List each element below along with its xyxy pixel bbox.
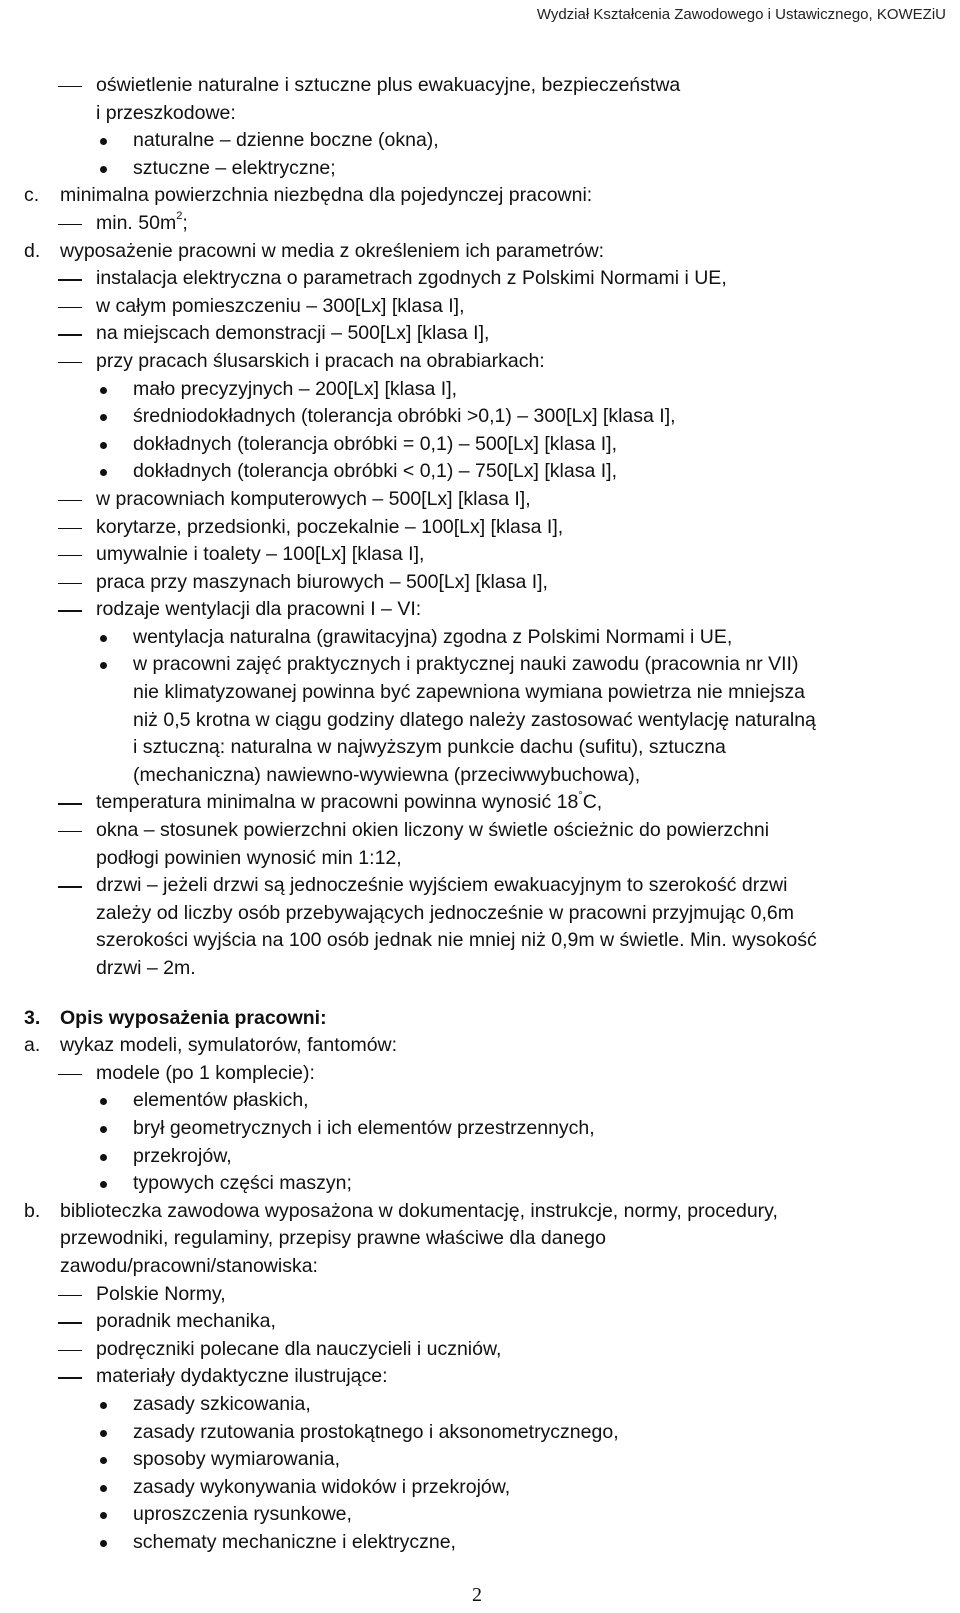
dash-bullet (58, 86, 82, 87)
text-line (0, 155, 960, 183)
dot-bullet (100, 138, 107, 145)
line-text (60, 182, 592, 210)
line-text (133, 155, 336, 183)
line-text-main: zawodu/pracowni/stanowiska: (60, 1254, 318, 1277)
line-text (133, 1419, 619, 1447)
dot-bullet (100, 1430, 107, 1437)
dot-bullet (100, 662, 107, 669)
line-text-main: (mechaniczna) nawiewno-wywiewna (przeciwwybuchowa), (133, 763, 641, 786)
line-text (96, 845, 402, 873)
dash-bullet (58, 831, 82, 832)
line-text-main: dokładnych (tolerancja obróbki = 0,1) – 500[Lx] [klasa I], (133, 432, 617, 455)
line-text (133, 376, 457, 404)
line-text (96, 72, 680, 100)
line-text (96, 1308, 276, 1336)
dash-bullet (58, 334, 82, 335)
line-text (133, 1087, 309, 1115)
text-line (0, 955, 960, 983)
line-text (133, 127, 439, 155)
line-text (96, 486, 531, 514)
dot-bullet (100, 1154, 107, 1161)
dash-bullet (58, 1322, 82, 1323)
line-text-main: mało precyzyjnych – 200[Lx] [klasa I], (133, 377, 458, 400)
line-text (133, 1115, 595, 1143)
line-text (96, 927, 817, 955)
text-line (0, 348, 960, 376)
line-text-main: przy pracach ślusarskich i pracach na obrabiarkach: (96, 349, 545, 372)
page-header: Wydział Kształcenia Zawodowego i Ustawicznego, KOWEZiU (536, 6, 946, 23)
dash-bullet (58, 279, 82, 280)
text-line (0, 1225, 960, 1253)
text-line (0, 431, 960, 459)
dot-bullet (100, 635, 107, 642)
text-line (0, 1446, 960, 1474)
line-text (133, 734, 726, 762)
text-line (0, 1170, 960, 1198)
line-text-main: w całym pomieszczeniu – 300[Lx] [klasa I], (96, 294, 465, 317)
text-line (0, 238, 960, 266)
line-text-main: poradnik mechanika, (96, 1310, 276, 1333)
text-line (0, 817, 960, 845)
line-text-main: drzwi – 2m. (96, 957, 196, 979)
text-line (0, 1198, 960, 1226)
line-text-main: brył geometrycznych i ich elementów przestrzennych, (133, 1116, 595, 1139)
document-body (0, 72, 960, 1556)
line-text-main: średniodokładnych (tolerancja obróbki >0,1) – 300[Lx] [klasa I], (133, 405, 676, 428)
text-line (0, 100, 960, 128)
text-line (0, 127, 960, 155)
line-text (133, 651, 798, 679)
list-marker: d. (24, 239, 41, 262)
line-text-main: szerokości wyjścia na 100 osób jednak nie mniej niż 0,9m w świetle. Min. wysokość (96, 929, 817, 952)
text-line (0, 293, 960, 321)
text-line (0, 1336, 960, 1364)
dot-bullet (100, 414, 107, 421)
line-text (133, 1143, 232, 1171)
line-text-main: drzwi – jeżeli drzwi są jednocześnie wyjściem ewakuacyjnym to szerokość drzwi (96, 874, 788, 897)
dash-bullet (58, 1350, 82, 1351)
text-line (0, 596, 960, 624)
text-line (0, 265, 960, 293)
line-text-main: temperatura minimalna w pracowni powinna wynosić 18 (96, 791, 579, 814)
text-line (0, 1032, 960, 1060)
dot-bullet (100, 387, 107, 394)
line-text-main: i przeszkodowe: (96, 101, 236, 124)
text-line (0, 403, 960, 431)
line-text-main: Polskie Normy, (96, 1282, 226, 1305)
text-line (0, 1143, 960, 1171)
dash-bullet (58, 803, 82, 804)
line-text (133, 1529, 456, 1557)
line-text (96, 817, 769, 845)
list-marker: b. (24, 1199, 41, 1222)
text-line (0, 734, 960, 762)
dash-bullet (58, 1074, 82, 1075)
line-text (60, 238, 604, 266)
dash-bullet (58, 362, 82, 363)
text-line (0, 376, 960, 404)
dot-bullet (100, 1512, 107, 1519)
dash-bullet (58, 583, 82, 584)
dot-bullet (100, 1402, 107, 1409)
list-marker: c. (24, 184, 40, 207)
text-line (0, 486, 960, 514)
text-line (0, 900, 960, 928)
dash-bullet (58, 1295, 82, 1296)
dot-bullet (100, 166, 107, 173)
line-text (96, 596, 421, 624)
line-text-main: okna – stosunek powierzchni okien liczony w świetle ościeżnic do powierzchni (96, 819, 770, 842)
line-text (133, 1501, 352, 1529)
line-text-main: sztuczne – elektryczne; (133, 156, 336, 179)
line-text-main: i sztuczną: naturalna w najwyższym punkcie dachu (sufitu), sztuczna (133, 736, 726, 759)
text-line (0, 1005, 960, 1033)
text-line (0, 1087, 960, 1115)
line-text (96, 100, 236, 128)
text-line (0, 1529, 960, 1557)
line-text-main: wykaz modeli, symulatorów, fantomów: (60, 1034, 398, 1057)
dot-bullet (100, 1540, 107, 1547)
line-text (133, 431, 617, 459)
line-text (96, 293, 465, 321)
line-text-main: praca przy maszynach biurowych – 500[Lx] [klasa I], (96, 570, 548, 593)
line-text-main: nie klimatyzowanej powinna być zapewniona wymiana powietrza nie mniejsza (133, 681, 806, 704)
line-text-main: korytarze, przedsionki, poczekalnie – 100[Lx] [klasa I], (96, 515, 564, 538)
line-text-main: przewodniki, regulaminy, przepisy prawne właściwe dla danego (60, 1227, 606, 1250)
line-text (96, 210, 188, 238)
page-number: 2 (472, 1584, 482, 1606)
line-text (133, 458, 617, 486)
line-text (60, 1005, 327, 1033)
text-line (0, 762, 960, 790)
text-line (0, 541, 960, 569)
line-text (96, 320, 489, 348)
line-text-suffix: C, (582, 791, 603, 814)
line-text-main: materiały dydaktyczne ilustrujące: (96, 1365, 388, 1388)
text-line (0, 72, 960, 100)
line-text (133, 1170, 352, 1198)
line-text-main: biblioteczka zawodowa wyposażona w dokumentację, instrukcje, normy, procedury, (60, 1199, 778, 1222)
line-text-main: zasady wykonywania widoków i przekrojów, (133, 1475, 511, 1498)
line-text (60, 1198, 778, 1226)
text-line (0, 1060, 960, 1088)
text-line (0, 1474, 960, 1502)
line-text-main: zasady szkicowania, (133, 1392, 311, 1415)
text-line (0, 210, 960, 238)
dot-bullet (100, 1181, 107, 1188)
dot-bullet (100, 469, 107, 476)
line-text-main: podłogi powinien wynosić min 1:12, (96, 846, 402, 869)
line-text-main: uproszczenia rysunkowe, (133, 1503, 352, 1526)
line-text (133, 1446, 340, 1474)
dash-bullet (58, 886, 82, 887)
text-line (0, 1253, 960, 1281)
line-text (133, 624, 732, 652)
line-text-main: min. 50m (96, 211, 177, 234)
line-text (96, 872, 787, 900)
line-text (96, 955, 196, 983)
line-text (133, 403, 676, 431)
line-text-main: w pracowni zajęć praktycznych i praktycznej nauki zawodu (pracownia nr VII) (133, 653, 799, 676)
dot-bullet (100, 1126, 107, 1133)
text-line (0, 320, 960, 348)
line-text-main: minimalna powierzchnia niezbędna dla pojedynczej pracowni: (60, 184, 593, 207)
list-marker: 3. (24, 1006, 41, 1029)
line-text-main: w pracowniach komputerowych – 500[Lx] [klasa I], (96, 487, 531, 510)
line-text (96, 569, 548, 597)
dash-bullet (58, 610, 82, 611)
line-text-main: rodzaje wentylacji dla pracowni I – VI: (96, 598, 422, 621)
text-line (0, 182, 960, 210)
line-text-main: umywalnie i toalety – 100[Lx] [klasa I], (96, 543, 425, 566)
line-text-suffix: ; (182, 211, 188, 234)
text-line (0, 651, 960, 679)
dash-bullet (58, 555, 82, 556)
text-line (0, 458, 960, 486)
blank-line (0, 983, 960, 1005)
line-text (60, 1225, 606, 1253)
line-text (133, 762, 640, 790)
line-text-main: zasady rzutowania prostokątnego i aksonometrycznego, (133, 1420, 619, 1443)
line-text (96, 789, 602, 817)
line-text-main: podręczniki polecane dla nauczycieli i uczniów, (96, 1337, 502, 1360)
line-text-main: przekrojów, (133, 1144, 232, 1167)
line-text (60, 1253, 318, 1281)
line-text-main: schematy mechaniczne i elektryczne, (133, 1530, 456, 1553)
text-line (0, 789, 960, 817)
line-text (133, 1391, 311, 1419)
text-line (0, 679, 960, 707)
line-text (96, 900, 794, 928)
line-text-main: wentylacja naturalna (grawitacyjna) zgodna z Polskimi Normami i UE, (133, 625, 733, 648)
list-marker: a. (24, 1034, 41, 1057)
dot-bullet (100, 1457, 107, 1464)
text-line (0, 1419, 960, 1447)
dash-bullet (58, 307, 82, 308)
line-text-main: wyposażenie pracowni w media z określeniem ich parametrów: (60, 239, 605, 262)
superscript: 2 (176, 210, 183, 223)
line-text-main: modele (po 1 komplecie): (96, 1061, 315, 1084)
line-text (133, 679, 805, 707)
line-text (96, 1281, 226, 1309)
line-text (60, 1032, 397, 1060)
line-text (96, 1060, 315, 1088)
text-line (0, 1391, 960, 1419)
text-line (0, 872, 960, 900)
dot-bullet (100, 1098, 107, 1105)
line-text-main: elementów płaskich, (133, 1089, 309, 1112)
line-text (96, 514, 563, 542)
dash-bullet (58, 500, 82, 501)
line-text (133, 707, 816, 735)
text-line (0, 1115, 960, 1143)
text-line (0, 707, 960, 735)
line-text-main: niż 0,5 krotna w ciągu godziny dlatego należy zastosować wentylację naturalną (133, 708, 816, 731)
line-text-main: Opis wyposażenia pracowni: (60, 1006, 327, 1029)
line-text-main: naturalne – dzienne boczne (okna), (133, 129, 439, 152)
dash-bullet (58, 224, 82, 225)
line-text (96, 265, 727, 293)
text-line (0, 624, 960, 652)
line-text-main: typowych części maszyn; (133, 1172, 352, 1195)
text-line (0, 927, 960, 955)
line-text-main: oświetlenie naturalne i sztuczne plus ewakuacyjne, bezpieczeństwa (96, 74, 681, 96)
line-text (133, 1474, 510, 1502)
line-text (96, 1336, 501, 1364)
text-line (0, 1363, 960, 1391)
text-line (0, 569, 960, 597)
line-text (96, 348, 545, 376)
line-text (96, 541, 424, 569)
line-text-main: dokładnych (tolerancja obróbki < 0,1) – 750[Lx] [klasa I], (133, 460, 617, 483)
dash-bullet (58, 1377, 82, 1378)
line-text (96, 1363, 388, 1391)
line-text-main: sposoby wymiarowania, (133, 1448, 341, 1471)
superscript: ° (578, 789, 583, 802)
line-text-main: na miejscach demonstracji – 500[Lx] [klasa I], (96, 322, 490, 345)
text-line (0, 1281, 960, 1309)
dash-bullet (58, 528, 82, 529)
line-text-main: zależy od liczby osób przebywających jednocześnie w pracowni przyjmując 0,6m (96, 901, 794, 924)
text-line (0, 845, 960, 873)
text-line (0, 514, 960, 542)
text-line (0, 1308, 960, 1336)
dot-bullet (100, 442, 107, 449)
text-line (0, 1501, 960, 1529)
line-text-main: instalacja elektryczna o parametrach zgodnych z Polskimi Normami i UE, (96, 267, 727, 290)
dot-bullet (100, 1485, 107, 1492)
